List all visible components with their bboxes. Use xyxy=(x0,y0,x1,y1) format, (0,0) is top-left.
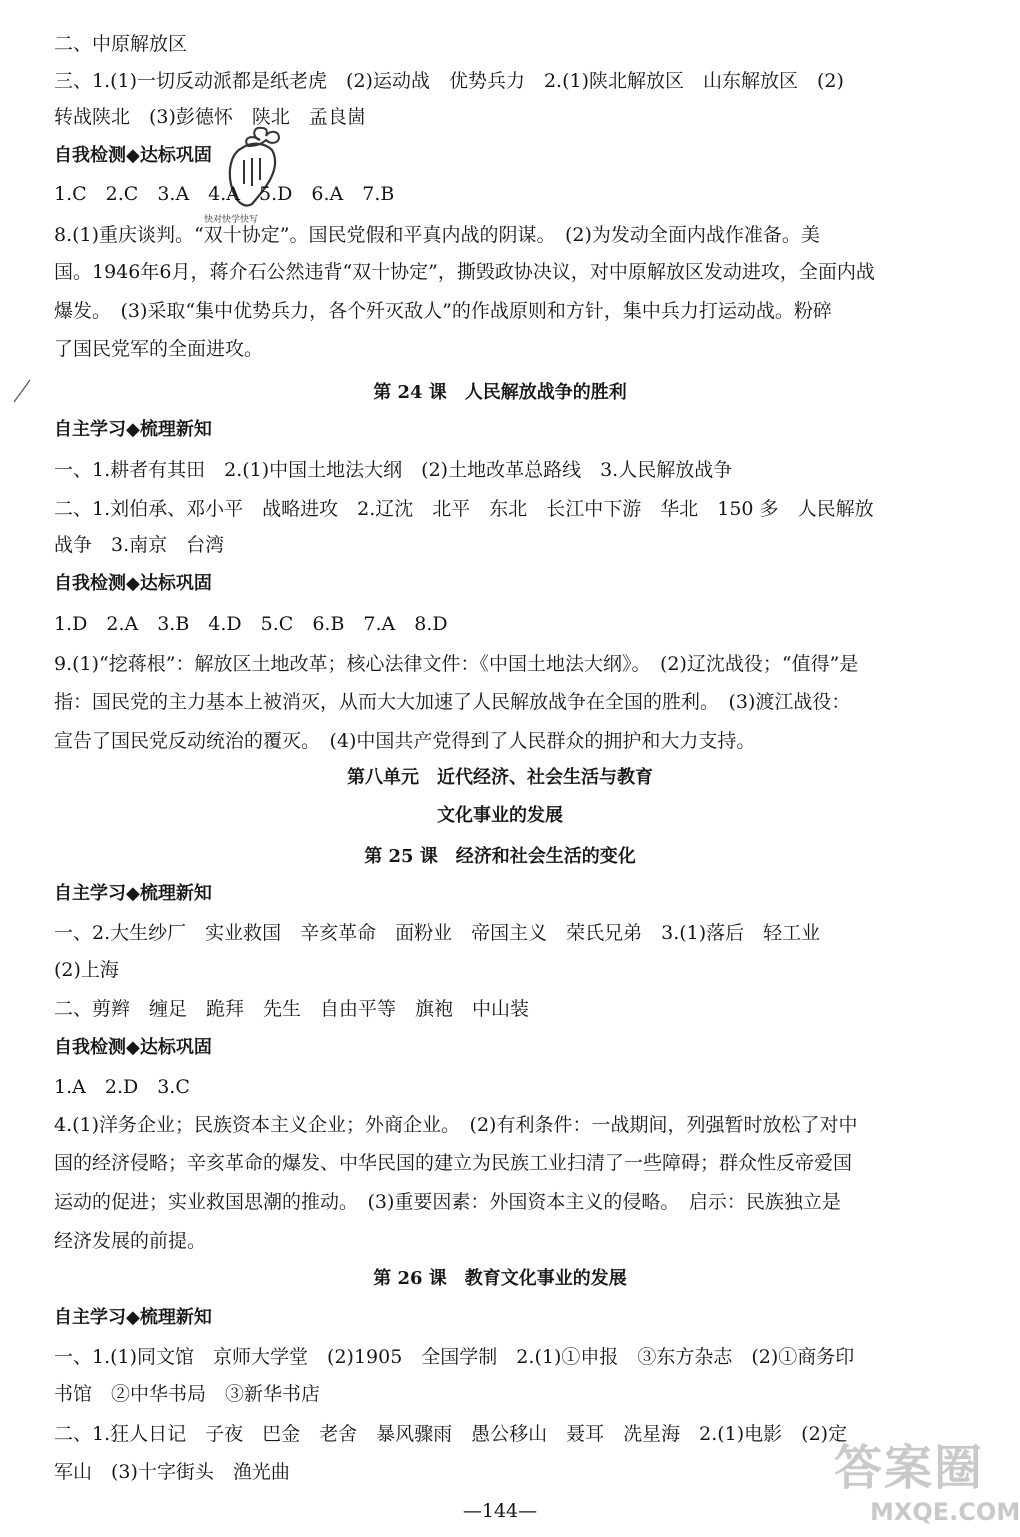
section-heading: 自我检测◆达标巩固 xyxy=(54,1037,212,1058)
watermark xyxy=(822,1440,1020,1532)
text-line: 战争 3.南京 台湾 xyxy=(54,534,225,556)
text-line: 国。1946年6月，蒋介石公然违背“双十协定”，撕毁政协决议，对中原解放区发动进攻，全面内战 xyxy=(54,261,875,283)
lesson-title: 第 25 课 经济和社会生活的变化 xyxy=(364,846,636,867)
unit-title-continued: 文化事业的发展 xyxy=(437,805,563,826)
text-line: (2)上海 xyxy=(54,959,119,981)
text-line: 二、1.狂人日记 子夜 巴金 老舍 暴风骤雨 愚公移山 聂耳 冼星海 2.(1)电影 (2)定 xyxy=(54,1423,848,1445)
text-line: 二、剪辫 缠足 跪拜 先生 自由平等 旗袍 中山装 xyxy=(54,998,530,1020)
section-heading: 自主学习◆梳理新知 xyxy=(54,1307,212,1328)
text-line: 爆发。 (3)采取“集中优势兵力，各个歼灭敌人”的作战原则和方针，集中兵力打运动战。粉碎 xyxy=(54,300,832,322)
text-line: 经济发展的前提。 xyxy=(54,1230,207,1252)
text-line: 转战陕北 (3)彭德怀 陕北 孟良崮 xyxy=(54,106,366,128)
text-line: 运动的促进；实业救国思潮的推动。 (3)重要因素：外国资本主义的侵略。 启示：民族独立是 xyxy=(54,1191,841,1213)
text-line: 4.(1)洋务企业；民族资本主义企业；外商企业。 (2)有利条件：一战期间，列强暂时放松了对中 xyxy=(54,1114,858,1136)
stamp-text: 快对快学快写 xyxy=(204,215,259,225)
text-line: 二、1.刘伯承、邓小平 战略进攻 2.辽沈 北平 东北 长江中下游 华北 150 多 人民解放 xyxy=(54,498,874,520)
text-line: 二、中原解放区 xyxy=(54,33,188,55)
lesson-title: 第 24 课 人民解放战争的胜利 xyxy=(373,382,627,403)
section-heading: 自我检测◆达标巩固 xyxy=(54,573,212,594)
text-line: 9.(1)“挖蒋根”：解放区土地改革；核心法律文件：《中国土地法大纲》。 (2)辽沈战役；“值得”是 xyxy=(54,653,859,675)
text-line: 一、1.(1)同文馆 京师大学堂 (2)1905 全国学制 2.(1)①申报 ③东方杂志 (2)①商务印 xyxy=(54,1346,855,1368)
text-line: 军山 (3)十字街头 渔光曲 xyxy=(54,1461,290,1483)
text-line: 指：国民党的主力基本上被消灭，从而大大加速了人民解放战争在全国的胜利。 (3)渡江战役： xyxy=(54,691,851,713)
text-line: 了国民党军的全面进攻。 xyxy=(54,338,264,360)
text-line: 一、2.大生纱厂 实业救国 辛亥革命 面粉业 帝国主义 荣氏兄弟 3.(1)落后 轻工业 xyxy=(54,922,821,944)
page-number: —144— xyxy=(462,1500,538,1522)
text-line: 一、1.耕者有其田 2.(1)中国土地法大纲 (2)土地改革总路线 3.人民解放战争 xyxy=(54,459,733,481)
unit-title: 第八单元 近代经济、社会生活与教育 xyxy=(347,767,653,788)
text-line: 1.C 2.C 3.A 4.A 5.D 6.A 7.B xyxy=(54,183,395,205)
text-line: 书馆 ②中华书局 ③新华书店 xyxy=(54,1383,321,1405)
text-line: 1.D 2.A 3.B 4.D 5.C 6.B 7.A 8.D xyxy=(54,613,448,635)
section-heading: 自主学习◆梳理新知 xyxy=(54,883,212,904)
text-line: 1.A 2.D 3.C xyxy=(54,1076,190,1098)
text-line: 宣告了国民党反动统治的覆灭。 (4)中国共产党得到了人民群众的拥护和大力支持。 xyxy=(54,730,756,752)
watermark-main-text: 答案圈 xyxy=(834,1440,985,1496)
lesson-title: 第 26 课 教育文化事业的发展 xyxy=(373,1268,627,1289)
watermark-sub-text: MXQE.COM xyxy=(870,1498,1020,1526)
text-line: 国的经济侵略；辛亥革命的爆发、中华民国的建立为民族工业扫清了一些障碍；群众性反帝爱国 xyxy=(54,1152,853,1174)
text-line: 8.(1)重庆谈判。“双十协定”。国民党假和平真内战的阴谋。 (2)为发动全面内战作准备。美 xyxy=(54,224,820,246)
section-heading: 自主学习◆梳理新知 xyxy=(54,419,212,440)
text-line: 三、1.(1)一切反动派都是纸老虎 (2)运动战 优势兵力 2.(1)陕北解放区 山东解放区 (2) xyxy=(54,70,844,92)
section-heading: 自我检测◆达标巩固 xyxy=(54,145,212,166)
